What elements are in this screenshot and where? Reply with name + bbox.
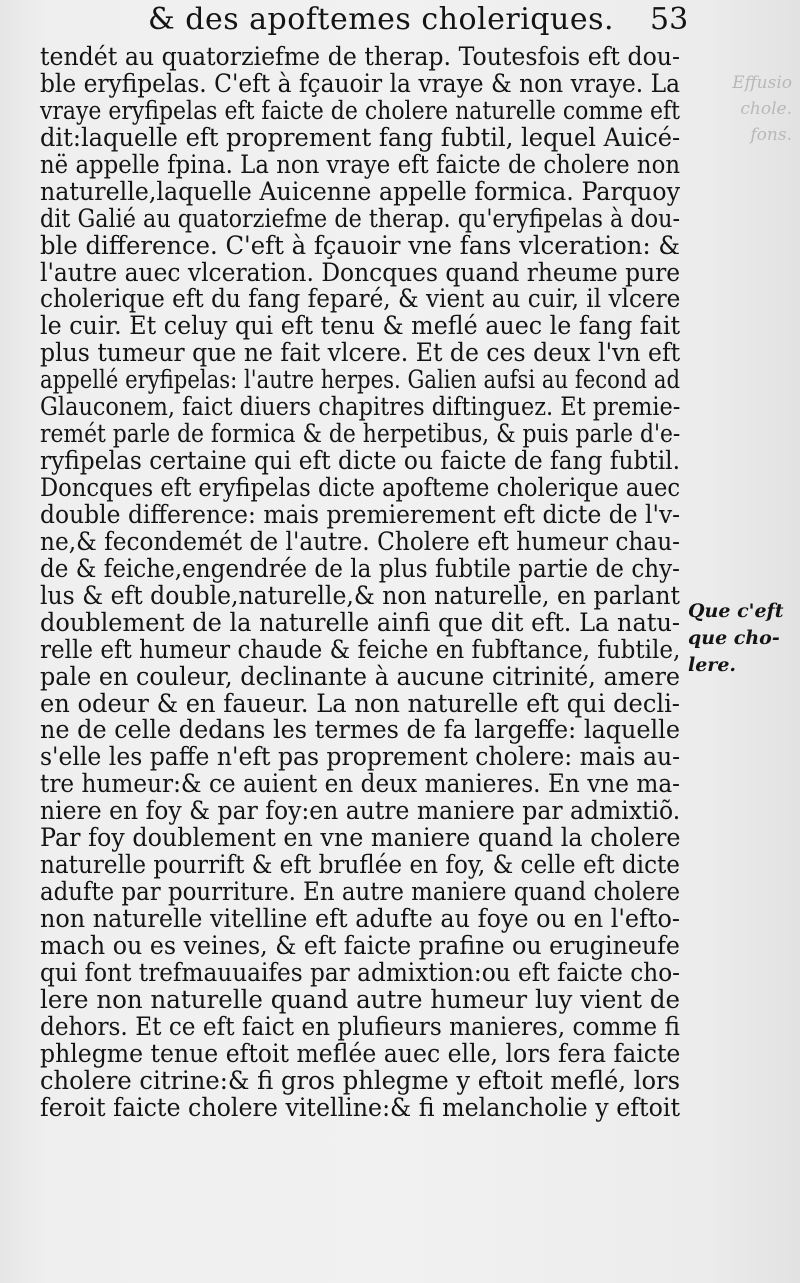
margin-note-line: que cho- bbox=[688, 626, 780, 649]
text-line: l'autre auec vlceration. Doncques quand rheume pure bbox=[40, 257, 681, 288]
margin-note-line: Que c'eft bbox=[688, 600, 784, 622]
text-line: tendét au quatorziefme de therap. Toutesfois eft dou- bbox=[40, 42, 681, 72]
text-line: ryfipelas certaine qui eft dicte ou faicte de fang fubtil. bbox=[40, 446, 681, 477]
body-text bbox=[40, 44, 680, 1122]
text-line: mach ou es veines, & eft faicte prafine ou erugineufe bbox=[40, 930, 680, 961]
text-line: s'elle les paffe n'eft pas proprement cholere: mais au- bbox=[40, 742, 681, 773]
text-line: appellé eryfipelas: l'autre herpes. Galien aufsi au fecond ad bbox=[40, 365, 681, 396]
text-line: pale en couleur, declinante à aucune citrinité, amere bbox=[40, 661, 681, 692]
text-line: ble difference. C'eft à fçauoir vne fans vlceration: & bbox=[40, 230, 681, 261]
text-line: cholerique eft du fang feparé, & vient au cuir, il vlcere bbox=[40, 284, 681, 315]
text-line: doublement de la naturelle ainfi que dit eft. La natu- bbox=[40, 607, 681, 638]
text-line: Doncques eft eryfipelas dicte apofteme cholerique auec bbox=[40, 473, 681, 503]
text-line: dit:laquelle eft proprement fang fubtil, lequel Auicé- bbox=[40, 122, 681, 153]
text-line: lere non naturelle quand autre humeur luy vient de bbox=[40, 984, 681, 1015]
text-line: naturelle,laquelle Auicenne appelle formica. Parquoy bbox=[40, 176, 680, 207]
text-line: niere en foy & par foy:en autre maniere par admixtiõ. bbox=[40, 796, 681, 827]
text-line: Par foy doublement en vne maniere quand la cholere bbox=[40, 823, 681, 854]
text-line: relle eft humeur chaude & feiche en fubftance, fubtile, bbox=[40, 634, 681, 665]
text-line: remét parle de formica & de herpetibus, & puis parle d'e- bbox=[40, 419, 681, 450]
text-line: lus & eft double,naturelle,& non naturelle, en parlant bbox=[40, 580, 681, 611]
text-line: feroit faicte cholere vitelline:& fi melancholie y eftoit bbox=[40, 1092, 680, 1123]
margin-note bbox=[688, 598, 798, 679]
text-line: cholere citrine:& fi gros phlegme y eftoit meflé, lors bbox=[40, 1065, 681, 1096]
text-line: non naturelle vitelline eft adufte au foye ou en l'efto- bbox=[40, 904, 680, 934]
text-line: naturelle pourrift & eft bruflée en foy, & celle eft dicte bbox=[40, 850, 680, 881]
text-line: phlegme tenue eftoit meflée auec elle, lors fera faicte bbox=[40, 1038, 681, 1069]
text-line: vraye eryfipelas eft faicte de cholere naturelle comme eft bbox=[40, 95, 681, 126]
page-number: 53 bbox=[650, 2, 689, 37]
text-line: dehors. Et ce eft faict en plufieurs manieres, comme fi bbox=[40, 1011, 681, 1042]
text-line: ne,& fecondemét de l'autre. Cholere eft humeur chau- bbox=[40, 526, 681, 557]
text-line: ne de celle dedans les termes de fa largeffe: laquelle bbox=[40, 715, 680, 746]
text-line: le cuir. Et celuy qui eft tenu & meflé auec le fang fait bbox=[40, 311, 681, 342]
text-line: Glauconem, faict diuers chapitres diftinguez. Et premie- bbox=[40, 392, 681, 423]
bleed-through-text: Effusio chole. fons. bbox=[732, 73, 792, 145]
text-line: ble eryfipelas. C'eft à fçauoir la vraye & non vraye. La bbox=[40, 68, 681, 99]
running-title: & des apoftemes choleriques. bbox=[148, 2, 615, 37]
text-line: plus tumeur que ne fait vlcere. Et de ces deux l'vn eft bbox=[40, 338, 681, 369]
text-line: double difference: mais premierement eft dicte de l'v- bbox=[40, 499, 681, 530]
margin-note-line: lere. bbox=[688, 653, 737, 676]
text-line: tre humeur:& ce auient en deux manieres. En vne ma- bbox=[40, 769, 681, 800]
text-line: de & feiche,engendrée de la plus fubtile partie de chy- bbox=[40, 553, 680, 584]
text-line: në appelle fpina. La non vraye eft faicte de cholere non bbox=[40, 149, 681, 180]
text-line: dit Galié au quatorziefme de therap. qu'eryfipelas à dou- bbox=[40, 203, 680, 234]
text-line: qui font trefmauuaifes par admixtion:ou eft faicte cho- bbox=[40, 957, 681, 988]
text-line: adufte par pourriture. En autre maniere quand cholere bbox=[40, 877, 681, 908]
running-header bbox=[0, 2, 800, 42]
text-line: en odeur & en faueur. La non naturelle eft qui decli- bbox=[40, 688, 680, 719]
